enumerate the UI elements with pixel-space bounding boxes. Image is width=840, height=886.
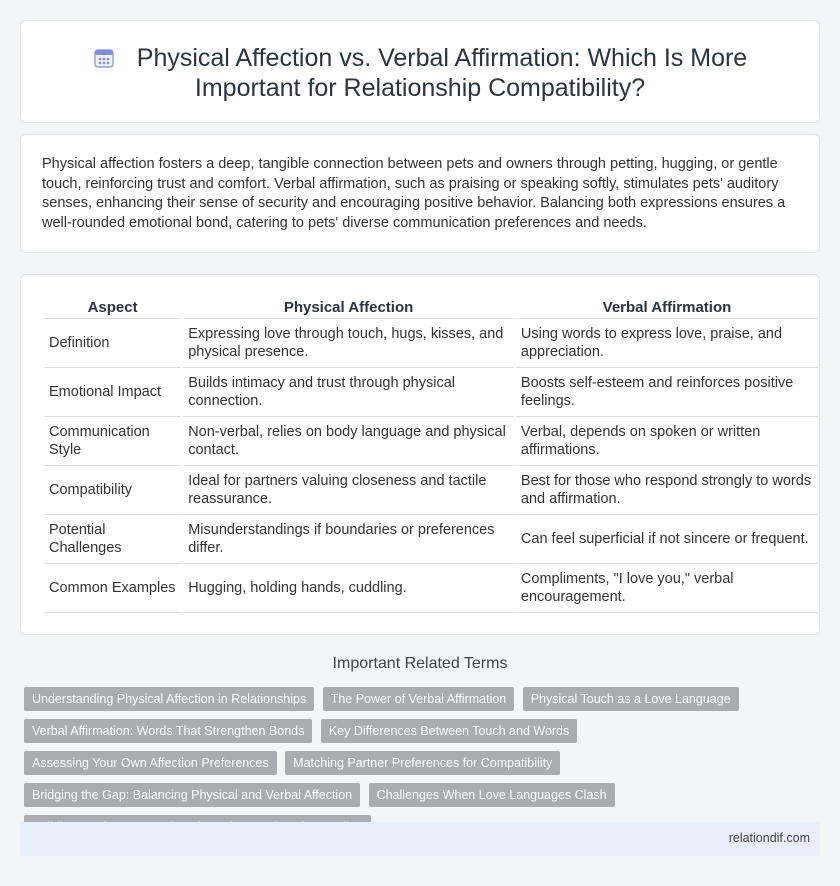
table-row — [44, 564, 818, 613]
physical-cell: Misunderstandings if boundaries or preferences differ. — [183, 515, 514, 564]
aspect-cell: Compatibility — [44, 466, 181, 515]
footer — [20, 822, 820, 856]
related-term-tag[interactable]: Matching Partner Preferences for Compatibility — [285, 751, 560, 775]
intro-card — [20, 134, 820, 253]
table-row — [44, 515, 818, 564]
verbal-cell: Best for those who respond strongly to words and affirmation. — [516, 466, 818, 515]
header-physical-affection: Physical Affection — [183, 297, 514, 319]
aspect-cell: Definition — [44, 319, 181, 368]
header-verbal-affirmation: Verbal Affirmation — [516, 297, 818, 319]
title-card — [20, 20, 820, 123]
aspect-cell: Common Examples — [44, 564, 181, 613]
related-term-tag[interactable]: Bridging the Gap: Balancing Physical and Verbal Affection — [24, 783, 360, 807]
related-term-tag[interactable]: Challenges When Love Languages Clash — [369, 783, 615, 807]
verbal-cell: Verbal, depends on spoken or written affirmations. — [516, 417, 818, 466]
related-terms-heading: Important Related Terms — [332, 655, 508, 672]
physical-cell: Hugging, holding hands, cuddling. — [183, 564, 514, 613]
verbal-cell: Compliments, "I love you," verbal encouragement. — [516, 564, 818, 613]
aspect-cell: Emotional Impact — [44, 368, 181, 417]
comparison-card — [20, 274, 820, 635]
header-aspect: Aspect — [44, 297, 181, 319]
page-title-text: Physical Affection vs. Verbal Affirmation: Which Is More Important for Relationship Compatibility? — [136, 44, 748, 102]
table-row — [44, 319, 818, 368]
table-row — [44, 368, 818, 417]
physical-cell: Builds intimacy and trust through physical connection. — [183, 368, 514, 417]
calendar-icon — [93, 46, 115, 68]
intro-paragraph: Physical affection fosters a deep, tangible connection between pets and owners through petting, hugging, or gentle touch, reinforcing trust and comfort. Verbal affirmation, such as praising or speaking softly, stimulates pets' auditory senses, enhancing their sense of security and encouraging positive behavior. Balancing both expressions ensures a well-rounded emotional bond, catering to pets' diverse communication preferences and needs. — [42, 156, 786, 231]
related-term-tag[interactable]: The Power of Verbal Affirmation — [323, 687, 515, 711]
related-term-tag[interactable]: Verbal Affirmation: Words That Strengthen Bonds — [24, 719, 312, 743]
related-term-tag[interactable]: Physical Touch as a Love Language — [523, 687, 739, 711]
related-term-tag[interactable]: Understanding Physical Affection in Relationships — [24, 687, 314, 711]
page-title — [51, 43, 789, 103]
table-row — [44, 417, 818, 466]
aspect-cell: Communication Style — [44, 417, 181, 466]
verbal-cell: Boosts self-esteem and reinforces positive feelings. — [516, 368, 818, 417]
verbal-cell: Can feel superficial if not sincere or frequent. — [516, 515, 818, 564]
physical-cell: Expressing love through touch, hugs, kisses, and physical presence. — [183, 319, 514, 368]
related-term-tag[interactable]: Assessing Your Own Affection Preferences — [24, 751, 277, 775]
physical-cell: Ideal for partners valuing closeness and tactile reassurance. — [183, 466, 514, 515]
footer-site-link[interactable]: relationdif.com — [728, 831, 810, 845]
table-row — [44, 466, 818, 515]
physical-cell: Non-verbal, relies on body language and physical contact. — [183, 417, 514, 466]
comparison-table — [42, 297, 820, 613]
related-term-tag[interactable]: Key Differences Between Touch and Words — [321, 719, 577, 743]
table-header-row — [44, 297, 818, 319]
verbal-cell: Using words to express love, praise, and appreciation. — [516, 319, 818, 368]
aspect-cell: Potential Challenges — [44, 515, 181, 564]
